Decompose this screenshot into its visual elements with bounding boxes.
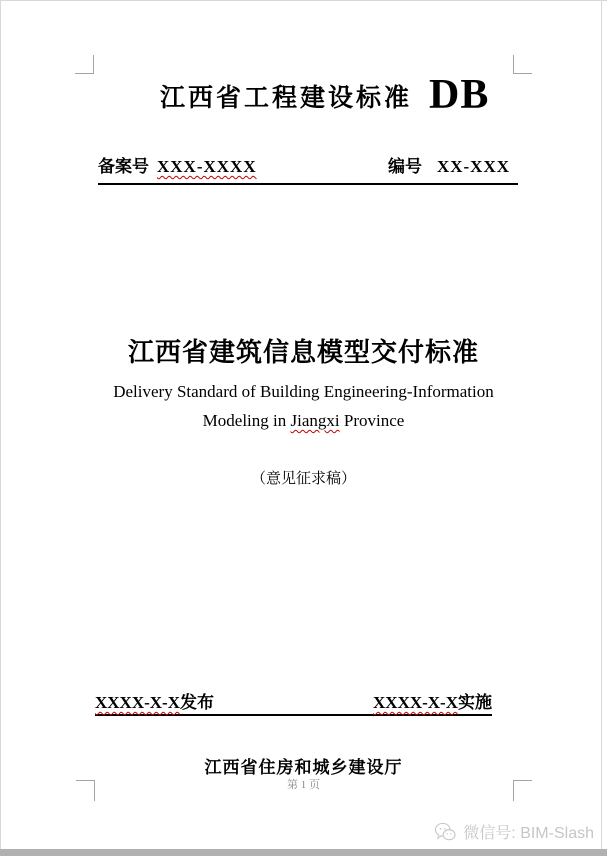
publisher-name: 江西省住房和城乡建设厅 bbox=[204, 758, 403, 777]
title-en-line2-spellcheck-word: Jiangxi bbox=[290, 411, 340, 430]
document-title-en-line2 bbox=[0, 411, 607, 431]
date-row bbox=[95, 692, 492, 716]
series-title: 江西省工程建设标准 bbox=[160, 85, 413, 112]
bottom-bar bbox=[0, 849, 607, 856]
filing-number bbox=[98, 156, 257, 178]
effective-date: XXXX-X-X bbox=[373, 693, 458, 712]
issue-date-group bbox=[95, 692, 214, 713]
watermark-text: 微信号: BIM-Slash bbox=[463, 825, 594, 842]
margin-mark-top-left bbox=[75, 55, 94, 74]
effective-label: 实施 bbox=[458, 693, 492, 712]
draft-note: （意见征求稿） bbox=[250, 471, 356, 487]
document-title-cn: 江西省建筑信息模型交付标准 bbox=[127, 337, 479, 367]
header-divider-line bbox=[98, 183, 518, 185]
margin-mark-top-right bbox=[513, 55, 532, 74]
issue-date: XXXX-X-X bbox=[95, 693, 180, 712]
page-number: 第 1 页 bbox=[287, 779, 320, 791]
filing-value: XXX-XXXX bbox=[157, 157, 257, 176]
number-label: 编号 bbox=[387, 157, 422, 176]
watermark bbox=[434, 820, 594, 843]
standard-number bbox=[388, 156, 510, 178]
effective-date-group bbox=[373, 692, 492, 713]
title-en-line2-prefix: Modeling in bbox=[202, 411, 291, 430]
filing-label: 备案号 bbox=[98, 157, 149, 176]
number-value: XX-XXX bbox=[436, 157, 510, 176]
title-en-line2-suffix: Province bbox=[339, 411, 405, 430]
page-border-top bbox=[0, 0, 607, 1]
db-code-mark: DB bbox=[429, 72, 490, 118]
filing-row bbox=[98, 156, 510, 178]
wechat-icon bbox=[434, 822, 456, 842]
issue-label: 发布 bbox=[179, 693, 214, 712]
document-title-en-line1: Delivery Standard of Building Engineering-Information bbox=[113, 382, 494, 401]
